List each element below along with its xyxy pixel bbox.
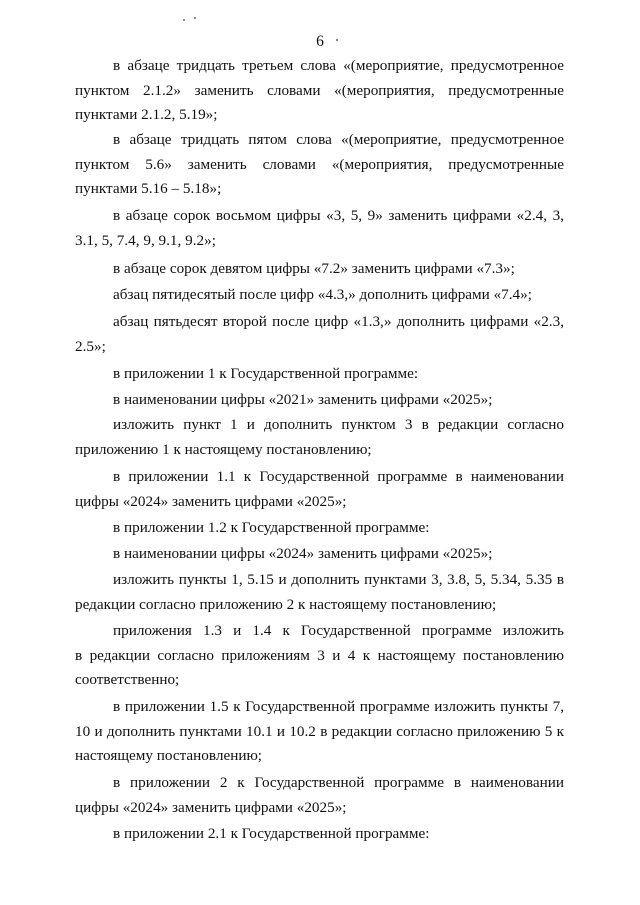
paragraph xyxy=(75,619,564,693)
paragraph xyxy=(75,542,564,567)
text-line: в абзаце тридцать пятом слова «(мероприятие, предусмотренное xyxy=(113,131,564,148)
text-line: в абзаце тридцать третьем слова «(мероприятие, предусмотренное xyxy=(113,57,564,74)
text-line: настоящему постановлению; xyxy=(75,747,263,765)
paragraph xyxy=(75,822,564,847)
paragraph xyxy=(75,771,564,820)
text-line: редакции согласно приложению 2 к настоящему постановлению; xyxy=(75,595,497,613)
paragraph xyxy=(75,362,564,387)
paragraph xyxy=(75,128,564,202)
text-line: в приложении 1.1 к Государственной программе в наименовании xyxy=(113,468,564,485)
scan-speck xyxy=(336,39,338,41)
page-number: 6 xyxy=(316,33,324,50)
text-line: приложению 1 к настоящему постановлению; xyxy=(75,440,372,458)
text-line: соответственно; xyxy=(75,671,180,689)
text-line: в приложении 2.1 к Государственной программе: xyxy=(113,825,430,842)
paragraph xyxy=(75,204,564,253)
text-line: абзац пятьдесят второй после цифр «1.3,» дополнить цифрами «2.3, xyxy=(113,313,564,330)
text-line: в редакции согласно приложениям 3 и 4 к настоящему постановлению xyxy=(75,646,564,664)
text-line: изложить пункты 1, 5.15 и дополнить пунктами 3, 3.8, 5, 5.34, 5.35 в xyxy=(113,571,564,588)
paragraph xyxy=(75,695,564,769)
paragraph xyxy=(75,465,564,514)
text-line: абзац пятидесятый после цифр «4.3,» дополнить цифрами «7.4»; xyxy=(113,286,532,303)
text-line: 10 и дополнить пунктами 10.1 и 10.2 в редакции согласно приложению 5 к xyxy=(75,722,564,740)
text-line: изложить пункт 1 и дополнить пунктом 3 в редакции согласно xyxy=(113,416,564,433)
paragraph xyxy=(75,310,564,359)
text-line: в приложении 1.2 к Государственной программе: xyxy=(113,519,430,536)
text-line: в абзаце сорок девятом цифры «7.2» заменить цифрами «7.3»; xyxy=(113,260,515,277)
paragraph xyxy=(75,54,564,128)
paragraph xyxy=(75,257,564,282)
paragraph xyxy=(75,516,564,541)
paragraph xyxy=(75,568,564,617)
text-line: цифры «2024» заменить цифрами «2025»; xyxy=(75,798,347,816)
text-line: пунктом 5.6» заменить словами «(мероприятия, предусмотренные xyxy=(75,155,564,173)
text-line: цифры «2024» заменить цифрами «2025»; xyxy=(75,492,347,510)
text-line: 3.1, 5, 7.4, 9, 9.1, 9.2»; xyxy=(75,231,216,249)
text-line: в наименовании цифры «2024» заменить цифрами «2025»; xyxy=(113,545,493,562)
text-line: в приложении 2 к Государственной программе в наименовании xyxy=(113,774,564,791)
paragraph xyxy=(75,283,564,308)
paragraph xyxy=(75,413,564,462)
paragraph xyxy=(75,388,564,413)
text-line: в абзаце сорок восьмом цифры «3, 5, 9» заменить цифрами «2.4, 3, xyxy=(113,207,564,224)
text-line: 2.5»; xyxy=(75,337,106,355)
text-line: в приложении 1 к Государственной программе: xyxy=(113,365,419,382)
text-line: пунктами 2.1.2, 5.19»; xyxy=(75,106,218,124)
scan-speck xyxy=(194,17,196,19)
text-line: в приложении 1.5 к Государственной программе изложить пункты 7, xyxy=(113,698,564,715)
scan-speck xyxy=(183,19,185,21)
text-line: пунктами 5.16 – 5.18»; xyxy=(75,180,222,198)
text-line: в наименовании цифры «2021» заменить цифрами «2025»; xyxy=(113,391,493,408)
text-line: пунктом 2.1.2» заменить словами «(мероприятия, предусмотренные xyxy=(75,81,564,99)
text-line: приложения 1.3 и 1.4 к Государственной программе изложить xyxy=(113,622,564,639)
